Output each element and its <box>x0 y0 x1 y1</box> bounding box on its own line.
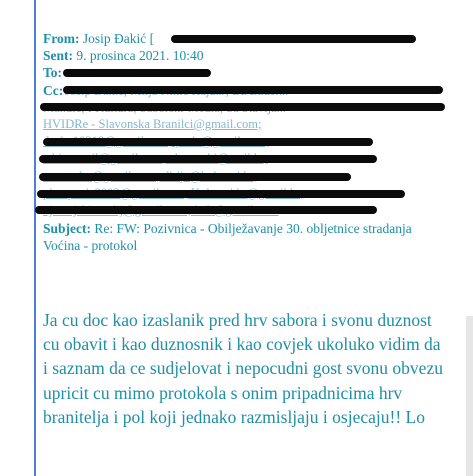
from-label: From: <box>43 31 80 46</box>
quote-border <box>34 0 36 476</box>
subject-line <box>43 220 443 254</box>
cc-line-3 <box>43 133 453 150</box>
to-label: To: <box>43 65 63 81</box>
redaction-bar <box>63 69 211 77</box>
cc-line-7 <box>43 202 453 219</box>
cc-label: Cc: <box>43 82 64 98</box>
sent-value: 9. prosinca 2021. 10:40 <box>76 48 204 64</box>
redaction-bar <box>171 35 416 43</box>
scrollbar[interactable] <box>466 316 473 476</box>
cc-line-0 <box>43 82 453 99</box>
subject-label: Subject: <box>43 221 91 237</box>
to-line <box>43 64 453 81</box>
sent-line <box>43 47 453 64</box>
message-body: Ja cu doc kao izaslanik pred hrv sabora i svonu duznost cu obavit i kao duznosnik i kao covjek ukoluko vidim da i saznam da ce sudjelovat i nepocudni gost svonu obvezu upricit cu mimo protokola s onim pripadnicima hrv branitelja i pol koji jednako razmisljaju i osjecaju!! Lo <box>43 310 443 427</box>
cc-line-2 <box>43 116 453 133</box>
redaction-bar <box>40 103 445 111</box>
redaction-bar <box>43 138 373 146</box>
cc-line-6 <box>43 185 453 202</box>
redaction-bar <box>39 173 351 181</box>
subject-value: Re: FW: Pozivnica - Obilježavanje 30. obljetnice stradanja Voćina - protokol <box>43 221 412 254</box>
from-line <box>43 30 453 47</box>
redaction-bar <box>39 155 377 163</box>
email-header <box>43 30 453 254</box>
sent-label: Sent: <box>43 48 73 64</box>
from-value: Josip Đakić [ <box>82 31 155 46</box>
redaction-bar <box>35 206 377 214</box>
cc-line-1 <box>43 99 453 116</box>
redaction-bar <box>37 190 405 198</box>
redaction-bar <box>63 86 443 94</box>
cc-text: HVIDRe - Slavonska Branilci@gmail.com; <box>43 116 262 131</box>
cc-line-4 <box>43 150 453 167</box>
cc-line-5 <box>43 168 453 185</box>
